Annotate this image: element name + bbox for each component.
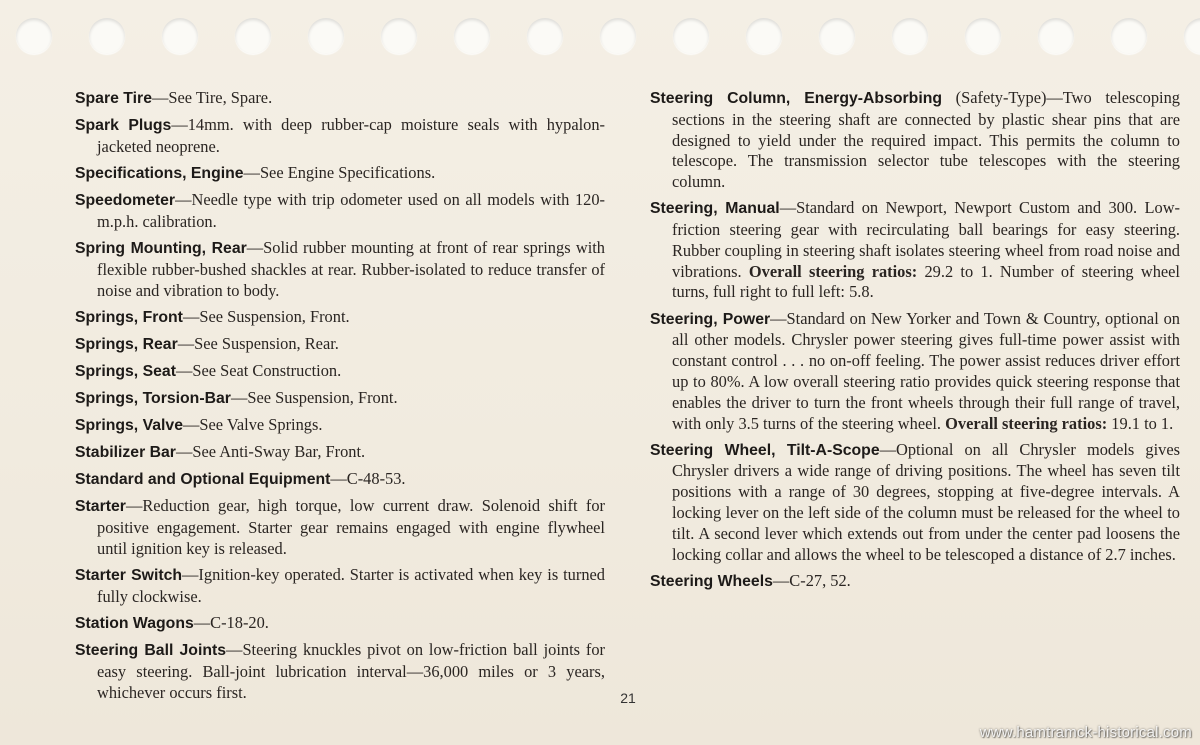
glossary-entry	[75, 361, 605, 383]
punch-hole	[381, 18, 417, 54]
entry-term: Springs, Seat	[75, 362, 176, 380]
punch-hole	[454, 18, 490, 54]
punch-hole	[673, 18, 709, 54]
entry-term: Springs, Valve	[75, 417, 183, 435]
punch-hole	[527, 18, 563, 54]
entry-separator: —	[779, 198, 797, 218]
entry-term: Steering Ball Joints	[75, 641, 227, 659]
punch-hole	[235, 18, 271, 54]
entry-term: Spark Plugs	[75, 117, 172, 135]
punch-hole	[600, 18, 636, 54]
punch-hole	[746, 18, 782, 54]
entry-term: Spare Tire	[75, 90, 152, 107]
glossary-entry	[75, 307, 605, 329]
punch-hole	[1038, 18, 1074, 54]
glossary-entry	[75, 565, 605, 608]
entry-text: See Tire, Spare.	[168, 88, 273, 107]
entry-separator: —	[772, 570, 790, 590]
glossary-entry	[650, 88, 1180, 193]
watermark: www.hamtramck-historical.com	[979, 724, 1192, 741]
entry-separator: —	[183, 415, 200, 435]
entry-term: Speedometer	[75, 192, 176, 210]
glossary-entry	[75, 640, 605, 703]
entry-text: C-27, 52.	[789, 570, 851, 590]
entry-separator: —	[151, 88, 169, 107]
entry-text: Reduction gear, high torque, low current draw. Solenoid shift for positive engagement. Starter gear remains engaged with engine flywheel until ignition key is released.	[97, 496, 605, 558]
entry-term: Springs, Rear	[75, 335, 178, 353]
entry-separator: —	[125, 496, 143, 516]
entry-separator: —	[175, 442, 193, 462]
entry-text: 14mm. with deep rubber-cap moisture seals with hypalon-jacketed neoprene.	[97, 115, 605, 156]
entry-text: Ignition-key operated. Starter is activated when key is turned fully clockwise.	[97, 565, 605, 606]
entry-term: Standard and Optional Equipment	[75, 471, 331, 489]
entry-separator: —	[330, 469, 347, 489]
punch-hole	[1111, 18, 1147, 54]
entry-emphasis: Overall steering ratios:	[748, 261, 918, 281]
punch-hole	[162, 18, 198, 54]
entry-text: Solid rubber mounting at front of rear springs with flexible rubber-bushed shackles at rear. Rubber-isolated to reduce transfer of noise and vibration to body.	[97, 237, 606, 300]
entry-separator: —	[230, 387, 248, 407]
entry-text: See Suspension, Front.	[199, 306, 350, 326]
glossary-entry	[75, 238, 605, 301]
glossary-entry	[75, 115, 605, 158]
punch-hole-row	[0, 18, 1200, 62]
entry-term: Spring Mounting, Rear	[75, 239, 247, 257]
glossary-entry	[650, 440, 1180, 566]
entry-text: See Suspension, Front.	[247, 387, 398, 407]
entry-term: Stabilizer Bar	[75, 444, 176, 462]
entry-separator: —	[193, 612, 211, 632]
entry-separator: —	[182, 306, 200, 326]
entry-text: Standard on New Yorker and Town & Country, optional on all other models. Chrysler power steering gives full-time power assist with constant control . . . no on-off feeling. The power assist reduces driver effort up to 80%. A low overall steering ratio provides quick steering response that enables the driver to turn the front wheels through their full range of travel, with only 3.5 turns of the steering wheel.	[672, 308, 1180, 433]
entry-separator: —	[226, 639, 243, 659]
entry-text: See Anti-Sway Bar, Front.	[192, 442, 366, 462]
glossary-entry	[75, 190, 605, 233]
entry-separator: —	[182, 565, 199, 584]
entry-term: Steering Column, Energy-Absorbing	[650, 90, 943, 107]
glossary-entry	[75, 88, 605, 110]
entry-separator: —	[770, 308, 787, 328]
glossary-entry	[650, 309, 1180, 435]
entry-text: See Seat Construction.	[192, 360, 342, 380]
entry-text: See Valve Springs.	[199, 415, 323, 435]
punch-hole	[819, 18, 855, 54]
entry-text: Steering knuckles pivot on low-friction ball joints for easy steering. Ball-joint lubrication interval—36,000 miles or 3 years, whichever occurs first.	[97, 639, 605, 702]
entry-text: C-48-53.	[346, 469, 406, 489]
entry-text: C-18-20.	[210, 612, 269, 632]
entry-term: Steering Wheel, Tilt-A-Scope	[650, 441, 880, 459]
right-column	[650, 88, 1180, 598]
entry-text: See Suspension, Rear.	[194, 333, 339, 353]
entry-term: Steering, Manual	[650, 200, 780, 218]
entry-text: See Engine Specifications.	[259, 162, 436, 182]
entry-separator: —	[177, 333, 195, 353]
entry-text: Needle type with trip odometer used on all models with 120-m.p.h. calibration.	[97, 190, 605, 231]
entry-emphasis: Overall steering ratios:	[945, 413, 1108, 433]
punch-hole	[308, 18, 344, 54]
entry-term: Springs, Front	[75, 308, 183, 326]
left-column	[75, 88, 605, 709]
entry-separator: —	[243, 162, 260, 182]
entry-term: Steering, Power	[650, 310, 771, 328]
entry-term: Starter	[75, 498, 126, 516]
entry-term: Steering Wheels	[650, 572, 773, 590]
entry-term: Specifications, Engine	[75, 164, 244, 182]
entry-separator	[942, 88, 956, 107]
entry-separator: —	[171, 115, 188, 135]
entry-text: Standard on Newport, Newport Custom and 300. Low-friction steering gear with recirculating ball bearings for easy steering. Rubber coupling in steering shaft isolates steering wheel from road noise and vibrations.	[672, 198, 1180, 281]
glossary-entry	[650, 571, 1180, 593]
entry-text-tail: 29.2 to 1. Number of steering wheel turns, full right to full left: 5.8.	[672, 261, 1180, 302]
entry-text: (Safety-Type)—Two telescoping sections in the steering shaft are connected by plastic shear pins that are designed to yield under the required impact. This permits the column to telescope. The transmission selector tube telescopes with the steering column.	[672, 88, 1180, 192]
glossary-entry	[75, 163, 605, 185]
glossary-entry	[75, 388, 605, 410]
punch-hole	[89, 18, 125, 54]
glossary-entry	[75, 469, 605, 491]
glossary-entry	[650, 198, 1180, 303]
punch-hole	[965, 18, 1001, 54]
page-number: 21	[620, 690, 636, 706]
punch-hole	[892, 18, 928, 54]
entry-separator: —	[175, 360, 193, 380]
punch-hole	[1184, 18, 1200, 54]
glossary-entry	[75, 496, 605, 559]
punch-hole	[16, 18, 52, 54]
entry-separator: —	[246, 237, 264, 257]
glossary-entry	[75, 415, 605, 437]
glossary-entry	[75, 442, 605, 464]
entry-separator: —	[175, 190, 192, 210]
entry-text-tail: 19.1 to 1.	[1111, 413, 1174, 433]
glossary-entry	[75, 334, 605, 356]
entry-term: Station Wagons	[75, 614, 194, 632]
entry-term: Starter Switch	[75, 567, 183, 584]
entry-text: Optional on all Chrysler models gives Chrysler drivers a wide range of driving positions. The wheel has seven tilt positions with a range of 30 degrees, stopping at five-degree intervals. A locking lever on the left side of the column must be released for the wheel to tilt. A second lever which extends out from under the center pad loosens the locking collar and allows the wheel to be telescoped a distance of 2.7 inches.	[672, 439, 1180, 564]
entry-separator: —	[879, 439, 897, 459]
entry-term: Springs, Torsion-Bar	[75, 389, 231, 407]
glossary-entry	[75, 613, 605, 635]
